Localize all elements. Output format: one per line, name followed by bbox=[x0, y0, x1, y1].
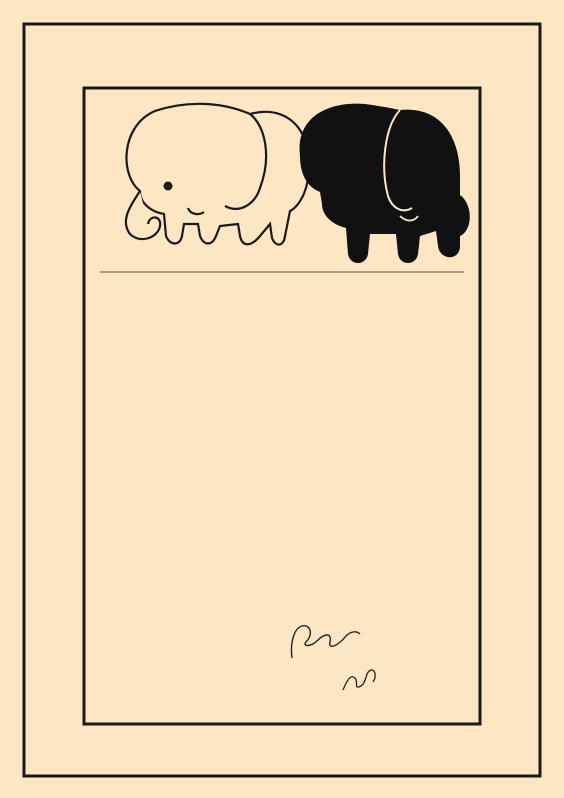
elephants-logo bbox=[100, 96, 470, 268]
black-elephant-icon bbox=[300, 104, 469, 263]
elephant-eye bbox=[164, 182, 173, 191]
chair-handwritten-signature bbox=[335, 660, 385, 700]
diploma-body bbox=[86, 300, 486, 346]
white-elephant-icon bbox=[126, 104, 309, 245]
